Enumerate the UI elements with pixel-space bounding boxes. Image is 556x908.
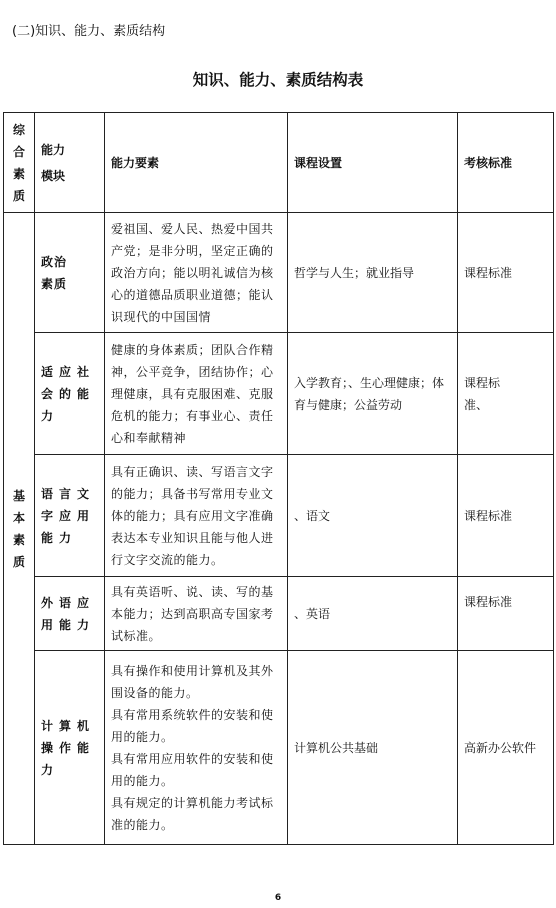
module-cell [35, 577, 105, 651]
category-basic [4, 213, 35, 845]
elements-cell: 具有正确识、读、写语言文字的能力；具备书写常用专业文体的能力；具有应用文字准确表达本专业知识且能与他人进行文字交流的能力。 [105, 455, 288, 577]
category-basic-text: 基本素质 [12, 488, 25, 569]
table-row [4, 213, 554, 333]
module-text: 语言文字应用能力 [41, 486, 96, 545]
element-line: 具有规定的计算机能力考试标准的能力。 [111, 795, 274, 832]
table-row [4, 455, 554, 577]
courses-cell: 入学教育；、生心理健康；体育与健康；公益劳动 [288, 333, 458, 455]
elements-cell: 健康的身体素质；团队合作精神，公平竞争，团结协作；心理健康，具有克服困难、克服危机的能力；有事业心、责任心和奉献精神 [105, 333, 288, 455]
courses-cell: 计算机公共基础 [288, 651, 458, 845]
table-header-row [4, 113, 554, 213]
module-text: 外语应用能力 [41, 595, 96, 632]
courses-cell: 哲学与人生；就业指导 [288, 213, 458, 333]
page-number: 6 [274, 893, 282, 903]
courses-cell: 、英语 [288, 577, 458, 651]
assessment-cell: 课程标准 [458, 577, 554, 651]
table-row [4, 577, 554, 651]
knowledge-ability-table [3, 112, 554, 845]
header-elements: 能力要素 [105, 113, 288, 213]
header-assessment: 考核标准 [458, 113, 554, 213]
table-title: 知识、能力、素质结构表 [192, 71, 364, 89]
header-module [35, 113, 105, 213]
section-heading: (二)知识、能力、素质结构 [12, 24, 166, 39]
header-module-text: 能力模块 [41, 142, 66, 183]
assessment-text: 课程标准、 [464, 375, 501, 412]
table-row [4, 651, 554, 845]
elements-cell: 具有英语听、说、读、写的基本能力；达到高职高专国家考试标准。 [105, 577, 288, 651]
assessment-cell: 课程标准 [458, 455, 554, 577]
assessment-cell [458, 333, 554, 455]
assessment-cell: 高新办公软件 [458, 651, 554, 845]
assessment-cell: 课程标准 [458, 213, 554, 333]
elements-cell: 爱祖国、爱人民、热爱中国共产党；是非分明，坚定正确的政治方向；能以明礼诚信为核心的道德品质职业道德；能认识现代的中国国情 [105, 213, 288, 333]
module-cell [35, 213, 105, 333]
module-cell [35, 651, 105, 845]
header-category-text: 综合素质 [12, 122, 25, 203]
element-line: 具有操作和使用计算机及其外围设备的能力。 [111, 663, 274, 700]
element-line: 具有常用应用软件的安装和使用的能力。 [111, 751, 274, 788]
header-courses: 课程设置 [288, 113, 458, 213]
module-text: 适应社会的能力 [41, 364, 96, 423]
element-line: 具有常用系统软件的安装和使用的能力。 [111, 707, 274, 744]
table-row [4, 333, 554, 455]
elements-cell [105, 651, 288, 845]
courses-cell: 、语文 [288, 455, 458, 577]
header-category [4, 113, 35, 213]
module-text: 政治素质 [41, 254, 68, 291]
module-cell [35, 455, 105, 577]
module-cell [35, 333, 105, 455]
module-text: 计算机操作能力 [41, 718, 96, 777]
